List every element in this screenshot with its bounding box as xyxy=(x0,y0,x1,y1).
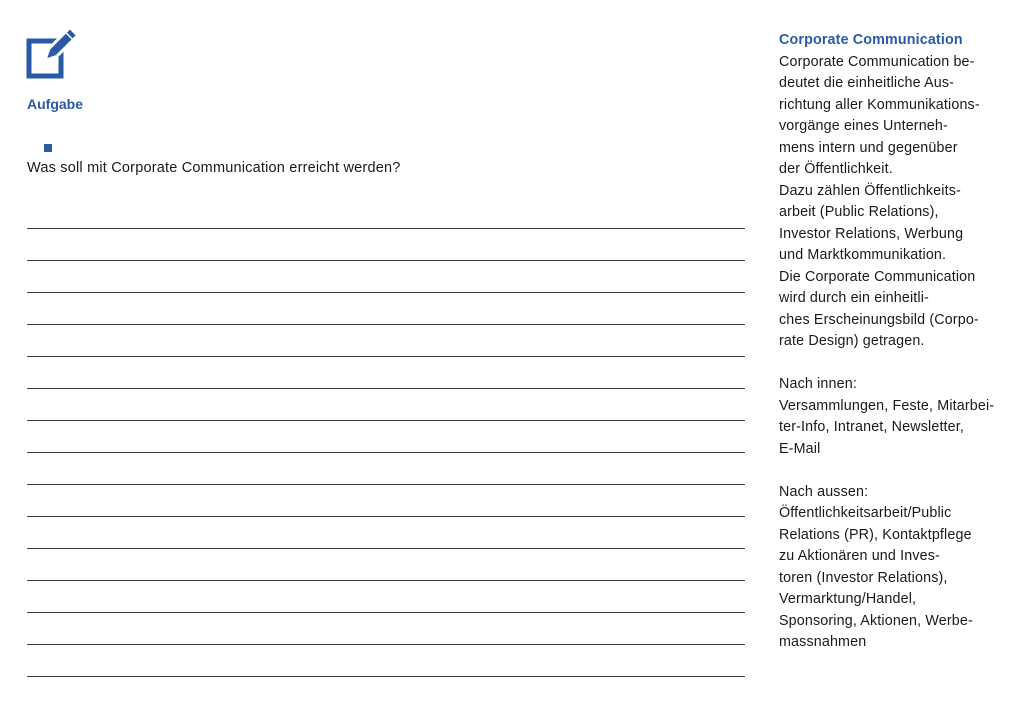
info-sidebar xyxy=(779,30,1007,654)
intro-line: und Marktkommunikation. xyxy=(779,247,947,263)
inside-title: Nach innen: xyxy=(779,376,857,392)
answer-line[interactable] xyxy=(27,581,745,613)
inside-line: E-Mail xyxy=(779,440,821,457)
intro-line: deutet die einheitliche Aus- xyxy=(779,75,955,91)
inside-line: ter-Info, Intranet, Newsletter, xyxy=(779,419,965,435)
intro-line: arbeit (Public Relations), xyxy=(779,204,939,220)
intro-line: Die Corporate Communication xyxy=(779,268,976,285)
outside-line: Sponsoring, Aktionen, Werbe- xyxy=(779,612,973,629)
outside-title: Nach aussen: xyxy=(779,483,869,500)
answer-line[interactable] xyxy=(27,261,745,293)
spacer xyxy=(779,353,1007,375)
answer-line[interactable] xyxy=(27,325,745,357)
intro-line: der Öffentlichkeit. xyxy=(779,161,893,177)
intro-line: vorgänge eines Unterneh- xyxy=(779,118,948,134)
answer-line[interactable] xyxy=(27,517,745,549)
intro-line: wird durch ein einheitli- xyxy=(779,290,929,306)
answer-line[interactable] xyxy=(27,645,745,677)
spacer xyxy=(779,460,1007,482)
outside-line: Vermarktung/Handel, xyxy=(779,591,917,607)
intro-line: Dazu zählen Öffentlichkeits- xyxy=(779,182,961,199)
intro-line: richtung aller Kommunikations- xyxy=(779,96,980,113)
outside-line: massnahmen xyxy=(779,634,867,650)
intro-line: Investor Relations, Werbung xyxy=(779,225,964,242)
task-heading: Aufgabe xyxy=(27,96,83,112)
answer-line[interactable] xyxy=(27,549,745,581)
sidebar-title: Corporate Communication xyxy=(779,32,963,48)
answer-line[interactable] xyxy=(27,421,745,453)
answer-line[interactable] xyxy=(27,613,745,645)
answer-line[interactable] xyxy=(27,293,745,325)
intro-line: ches Erscheinungsbild (Corpo- xyxy=(779,311,979,328)
intro-line: rate Design) getragen. xyxy=(779,333,925,349)
intro-line: mens intern und gegenüber xyxy=(779,139,958,156)
answer-line[interactable] xyxy=(27,357,745,389)
answer-line[interactable] xyxy=(27,197,745,229)
intro-line: Corporate Communication be- xyxy=(779,53,975,70)
outside-line: Öffentlichkeitsarbeit/Public xyxy=(779,505,952,521)
outside-line: zu Aktionären und Inves- xyxy=(779,548,940,564)
answer-line[interactable] xyxy=(27,485,745,517)
outside-line: Relations (PR), Kontaktpflege xyxy=(779,526,972,543)
answer-line[interactable] xyxy=(27,389,745,421)
edit-pencil-icon xyxy=(26,29,76,79)
outside-line: toren (Investor Relations), xyxy=(779,569,948,586)
answer-lines[interactable] xyxy=(27,197,745,677)
bullet-marker xyxy=(44,144,52,152)
inside-line: Versammlungen, Feste, Mitarbei- xyxy=(779,397,995,414)
answer-line[interactable] xyxy=(27,453,745,485)
task-question: Was soll mit Corporate Communication erreicht werden? xyxy=(27,160,401,176)
answer-line[interactable] xyxy=(27,229,745,261)
